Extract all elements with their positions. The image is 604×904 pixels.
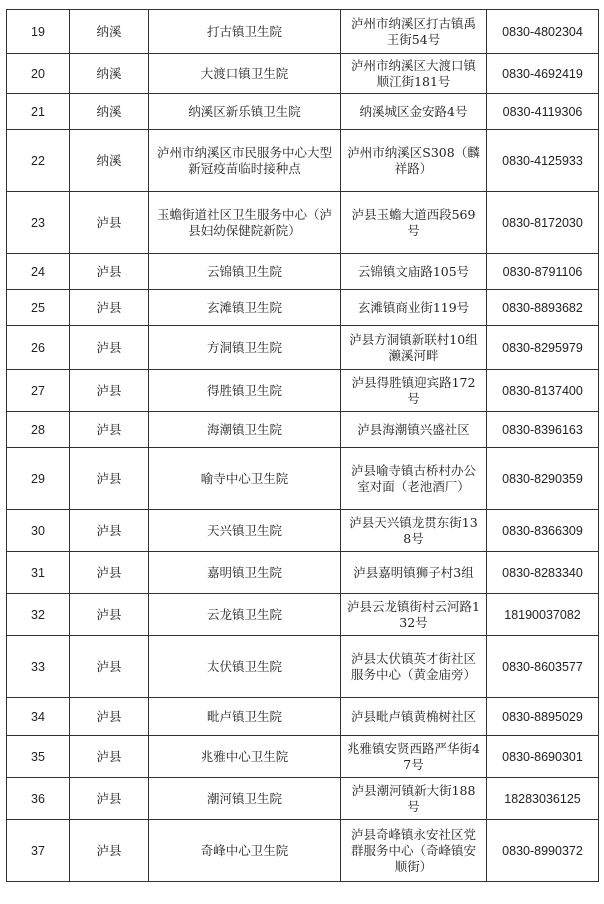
address-cell: 泸县潮河镇新大街188号 — [341, 778, 487, 820]
table-row — [7, 448, 599, 510]
county-cell: 泸县 — [70, 594, 149, 636]
county-cell: 泸县 — [70, 636, 149, 698]
county-cell: 泸县 — [70, 370, 149, 412]
row-number: 27 — [7, 370, 70, 412]
row-number: 21 — [7, 94, 70, 130]
phone-cell: 0830-8791106 — [487, 254, 599, 290]
row-number: 33 — [7, 636, 70, 698]
county-cell: 纳溪 — [70, 94, 149, 130]
row-number: 32 — [7, 594, 70, 636]
phone-cell: 0830-8366309 — [487, 510, 599, 552]
address-cell: 泸县奇峰镇永安社区党群服务中心（奇峰镇安顺街） — [341, 820, 487, 882]
address-cell: 玄滩镇商业街119号 — [341, 290, 487, 326]
table-row — [7, 10, 599, 54]
table-row — [7, 412, 599, 448]
site-name-cell: 玉蟾街道社区卫生服务中心（泸县妇幼保健院新院） — [149, 192, 341, 254]
phone-cell: 0830-4802304 — [487, 10, 599, 54]
address-cell: 泸县喻寺镇古桥村办公室对面（老池酒厂） — [341, 448, 487, 510]
address-cell: 泸州市纳溪区S308（麟祥路） — [341, 130, 487, 192]
vaccination-sites-table — [6, 9, 599, 882]
phone-cell: 0830-8603577 — [487, 636, 599, 698]
county-cell: 泸县 — [70, 736, 149, 778]
row-number: 24 — [7, 254, 70, 290]
address-cell: 泸县方洞镇新联村10组濑溪河畔 — [341, 326, 487, 370]
row-number: 29 — [7, 448, 70, 510]
address-cell: 泸县玉蟾大道西段569号 — [341, 192, 487, 254]
address-cell: 泸县海潮镇兴盛社区 — [341, 412, 487, 448]
county-cell: 纳溪 — [70, 10, 149, 54]
address-cell: 泸县得胜镇迎宾路172号 — [341, 370, 487, 412]
table-body — [7, 10, 599, 882]
site-name-cell: 泸州市纳溪区市民服务中心大型新冠疫苗临时接种点 — [149, 130, 341, 192]
table-row — [7, 54, 599, 94]
county-cell: 泸县 — [70, 698, 149, 736]
address-cell: 泸县太伏镇英才街社区服务中心（黄金庙旁） — [341, 636, 487, 698]
site-name-cell: 方洞镇卫生院 — [149, 326, 341, 370]
site-name-cell: 得胜镇卫生院 — [149, 370, 341, 412]
table-row — [7, 552, 599, 594]
site-name-cell: 海潮镇卫生院 — [149, 412, 341, 448]
phone-cell: 0830-8893682 — [487, 290, 599, 326]
row-number: 37 — [7, 820, 70, 882]
phone-cell: 0830-8396163 — [487, 412, 599, 448]
county-cell: 泸县 — [70, 254, 149, 290]
table-row — [7, 594, 599, 636]
phone-cell: 0830-4692419 — [487, 54, 599, 94]
phone-cell: 0830-8290359 — [487, 448, 599, 510]
address-cell: 泸县天兴镇龙贯东街138号 — [341, 510, 487, 552]
county-cell: 泸县 — [70, 412, 149, 448]
county-cell: 泸县 — [70, 510, 149, 552]
address-cell: 泸县毗卢镇黄桷树社区 — [341, 698, 487, 736]
phone-cell: 0830-4119306 — [487, 94, 599, 130]
site-name-cell: 毗卢镇卫生院 — [149, 698, 341, 736]
row-number: 31 — [7, 552, 70, 594]
site-name-cell: 大渡口镇卫生院 — [149, 54, 341, 94]
phone-cell: 0830-8895029 — [487, 698, 599, 736]
county-cell: 泸县 — [70, 192, 149, 254]
site-name-cell: 天兴镇卫生院 — [149, 510, 341, 552]
table-row — [7, 94, 599, 130]
phone-cell: 0830-8172030 — [487, 192, 599, 254]
address-cell: 云锦镇文庙路105号 — [341, 254, 487, 290]
site-name-cell: 玄滩镇卫生院 — [149, 290, 341, 326]
row-number: 22 — [7, 130, 70, 192]
site-name-cell: 太伏镇卫生院 — [149, 636, 341, 698]
table-row — [7, 820, 599, 882]
address-cell: 泸州市纳溪区打古镇禹王街54号 — [341, 10, 487, 54]
row-number: 30 — [7, 510, 70, 552]
row-number: 34 — [7, 698, 70, 736]
table-row — [7, 254, 599, 290]
row-number: 26 — [7, 326, 70, 370]
county-cell: 纳溪 — [70, 130, 149, 192]
site-name-cell: 奇峰中心卫生院 — [149, 820, 341, 882]
phone-cell: 0830-8295979 — [487, 326, 599, 370]
table-row — [7, 778, 599, 820]
phone-cell: 0830-8690301 — [487, 736, 599, 778]
county-cell: 泸县 — [70, 290, 149, 326]
site-name-cell: 嘉明镇卫生院 — [149, 552, 341, 594]
phone-cell: 0830-8137400 — [487, 370, 599, 412]
table-row — [7, 510, 599, 552]
site-name-cell: 云龙镇卫生院 — [149, 594, 341, 636]
phone-cell: 0830-4125933 — [487, 130, 599, 192]
address-cell: 兆雅镇安贤西路严华街47号 — [341, 736, 487, 778]
table-row — [7, 192, 599, 254]
row-number: 28 — [7, 412, 70, 448]
table-row — [7, 370, 599, 412]
address-cell: 泸县云龙镇街村云河路132号 — [341, 594, 487, 636]
row-number: 25 — [7, 290, 70, 326]
row-number: 20 — [7, 54, 70, 94]
table-row — [7, 130, 599, 192]
row-number: 36 — [7, 778, 70, 820]
row-number: 19 — [7, 10, 70, 54]
table-row — [7, 636, 599, 698]
address-cell: 泸县嘉明镇狮子村3组 — [341, 552, 487, 594]
site-name-cell: 纳溪区新乐镇卫生院 — [149, 94, 341, 130]
county-cell: 泸县 — [70, 552, 149, 594]
phone-cell: 0830-8283340 — [487, 552, 599, 594]
address-cell: 纳溪城区金安路4号 — [341, 94, 487, 130]
county-cell: 纳溪 — [70, 54, 149, 94]
site-name-cell: 打古镇卫生院 — [149, 10, 341, 54]
site-name-cell: 兆雅中心卫生院 — [149, 736, 341, 778]
address-cell: 泸州市纳溪区大渡口镇顺江街181号 — [341, 54, 487, 94]
county-cell: 泸县 — [70, 778, 149, 820]
county-cell: 泸县 — [70, 820, 149, 882]
phone-cell: 18283036125 — [487, 778, 599, 820]
row-number: 23 — [7, 192, 70, 254]
table-row — [7, 698, 599, 736]
table-row — [7, 326, 599, 370]
table-row — [7, 736, 599, 778]
site-name-cell: 喻寺中心卫生院 — [149, 448, 341, 510]
site-name-cell: 潮河镇卫生院 — [149, 778, 341, 820]
site-name-cell: 云锦镇卫生院 — [149, 254, 341, 290]
county-cell: 泸县 — [70, 448, 149, 510]
phone-cell: 18190037082 — [487, 594, 599, 636]
phone-cell: 0830-8990372 — [487, 820, 599, 882]
county-cell: 泸县 — [70, 326, 149, 370]
table-row — [7, 290, 599, 326]
row-number: 35 — [7, 736, 70, 778]
